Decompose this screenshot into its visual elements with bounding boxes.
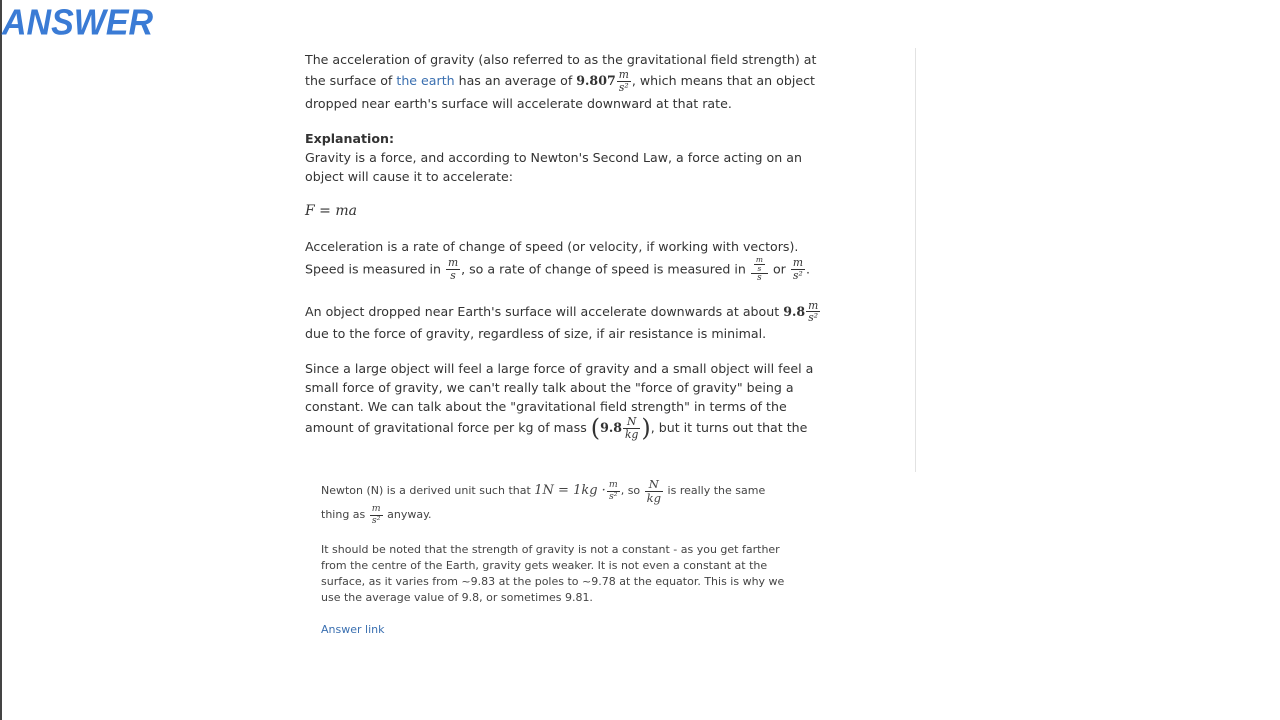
fraction xyxy=(617,69,631,94)
explanation-heading: Explanation: xyxy=(305,130,395,146)
text: anyway. xyxy=(383,508,432,522)
fraction xyxy=(645,478,663,504)
equation: 1N = 1kg · xyxy=(534,483,606,499)
fraction xyxy=(751,256,768,284)
text: An object dropped near Earth's surface will accelerate downwards at about xyxy=(305,303,784,319)
numerator: m xyxy=(808,298,819,312)
answer-logo: ANSWER xyxy=(2,3,154,43)
fraction xyxy=(754,256,765,274)
denominator: kg xyxy=(646,490,662,505)
denominator: s xyxy=(757,263,762,273)
text: Newton (N) is a derived unit such that xyxy=(321,484,535,498)
math-value: 9.8 xyxy=(600,420,623,436)
numerator: m xyxy=(618,68,629,81)
paragraph: Gravity is a force, and according to Newton's Second Law, a force acting on an object will cause it to accelerate: xyxy=(305,149,802,184)
denominator: s xyxy=(757,273,762,284)
text: . xyxy=(806,261,811,277)
paren-open: ( xyxy=(590,414,601,443)
denominator: kg xyxy=(625,428,639,442)
formula: F = ma xyxy=(305,202,357,219)
fraction xyxy=(791,257,805,282)
fraction xyxy=(370,504,383,526)
left-border xyxy=(0,0,2,720)
paren-close: ) xyxy=(641,414,651,443)
numerator: m xyxy=(608,479,618,491)
numerator: m xyxy=(792,256,803,270)
paragraph xyxy=(305,237,835,284)
text: Speed is measured in xyxy=(305,261,445,277)
earth-link[interactable]: the earth xyxy=(396,72,455,88)
numerator: m xyxy=(755,254,763,264)
text: Acceleration is a rate of change of speed (or velocity, if working with vectors). xyxy=(305,238,799,254)
text: Since a large object will feel a large force of gravity and a small object will feel a small force of gravity, we can't really talk about the "force of gravity" being a constant. We can talk about the "gravitational field strength" in terms of the amount of gravitational force per kg of mass xyxy=(305,361,814,436)
numerator xyxy=(751,256,768,275)
text: , so xyxy=(620,484,644,498)
fraction xyxy=(806,300,820,325)
fraction xyxy=(623,416,640,441)
denominator: s² xyxy=(371,514,381,526)
denominator: s xyxy=(450,269,456,283)
paragraph xyxy=(305,359,835,441)
answer-continuation xyxy=(321,478,791,638)
paragraph xyxy=(321,478,791,526)
paragraph xyxy=(305,300,835,344)
fraction xyxy=(607,480,620,502)
text: or xyxy=(768,261,790,277)
numerator: N xyxy=(623,416,640,429)
text: , which means that an object dropped near earth's surface will accelerate downward at that rate. xyxy=(305,72,815,111)
paragraph: It should be noted that the strength of gravity is not a constant - as you get farther from the centre of the Earth, gravity gets weaker. It is not even a constant at the surface, as it varies from ~9.83 at the poles to ~9.78 at the equator. This is why we use the average value of 9.8, or sometimes 9.81. xyxy=(321,542,785,604)
numerator: m xyxy=(371,503,381,515)
text: is really the same thing as xyxy=(321,484,766,522)
math-value: 9.8 xyxy=(783,303,806,319)
text: has an average of xyxy=(454,72,577,88)
math-value: 9.807 xyxy=(576,72,616,88)
divider xyxy=(915,48,916,472)
intro-paragraph xyxy=(305,50,835,113)
denominator: s² xyxy=(808,311,819,325)
denominator: s² xyxy=(608,490,618,502)
denominator: s² xyxy=(793,269,803,283)
answer-link[interactable]: Answer link xyxy=(321,622,385,636)
numerator: N xyxy=(645,478,663,492)
text: , but it turns out that the xyxy=(650,420,808,436)
text: The acceleration of gravity (also referred to as the gravitational field strength) at the surface of xyxy=(305,52,817,88)
numerator: m xyxy=(447,256,459,270)
text: due to the force of gravity, regardless of size, if air resistance is minimal. xyxy=(305,326,767,342)
fraction xyxy=(446,257,460,282)
text: , so a rate of change of speed is measured in xyxy=(461,261,750,277)
answer-body xyxy=(305,50,835,457)
denominator: s² xyxy=(618,80,629,94)
